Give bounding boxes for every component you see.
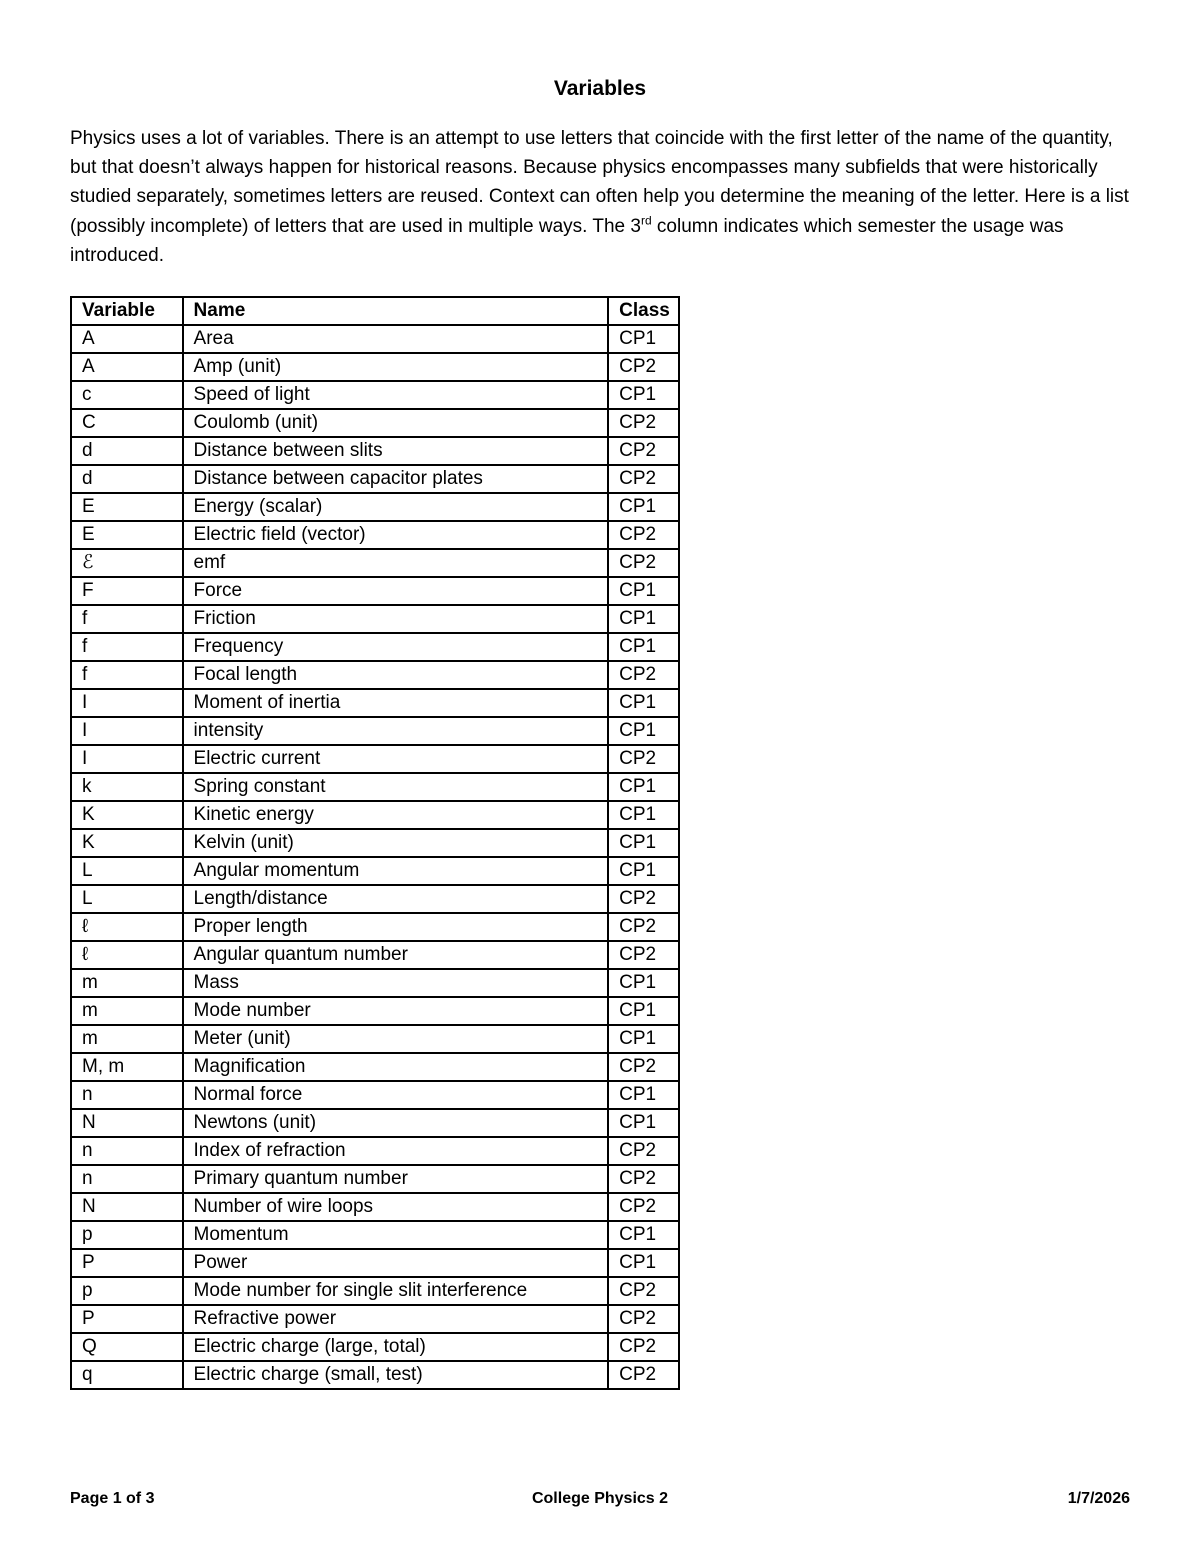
intro-text-end: column indicates which semester the usage was introduced. xyxy=(70,215,1064,266)
class-cell: CP2 xyxy=(608,913,679,941)
table-row xyxy=(71,465,679,493)
name-cell: Mode number for single slit interference xyxy=(183,1277,609,1305)
page-title: Variables xyxy=(553,77,647,100)
name-cell: Distance between capacitor plates xyxy=(183,465,609,493)
name-cell: Magnification xyxy=(183,1053,609,1081)
class-cell: CP2 xyxy=(608,521,679,549)
name-cell: intensity xyxy=(183,717,609,745)
intro-paragraph xyxy=(70,124,1130,270)
name-cell: Frequency xyxy=(183,633,609,661)
table-header-row xyxy=(71,297,679,325)
name-cell: Refractive power xyxy=(183,1305,609,1333)
variable-cell: d xyxy=(71,465,183,493)
name-cell: Moment of inertia xyxy=(183,689,609,717)
class-cell: CP2 xyxy=(608,465,679,493)
table-row xyxy=(71,1165,679,1193)
class-cell: CP1 xyxy=(608,801,679,829)
name-cell: Electric field (vector) xyxy=(183,521,609,549)
name-cell: Distance between slits xyxy=(183,437,609,465)
variable-cell: m xyxy=(71,997,183,1025)
table-row xyxy=(71,689,679,717)
class-cell: CP2 xyxy=(608,1277,679,1305)
table-row xyxy=(71,1221,679,1249)
variable-cell: n xyxy=(71,1165,183,1193)
class-cell: CP1 xyxy=(608,689,679,717)
variable-cell: f xyxy=(71,633,183,661)
class-cell: CP1 xyxy=(608,493,679,521)
variable-cell: E xyxy=(71,493,183,521)
page-number: Page 1 of 3 xyxy=(70,1490,155,1507)
class-cell: CP2 xyxy=(608,661,679,689)
variable-cell: E xyxy=(71,521,183,549)
name-cell: Momentum xyxy=(183,1221,609,1249)
table-row xyxy=(71,969,679,997)
variable-cell: n xyxy=(71,1137,183,1165)
table-row xyxy=(71,493,679,521)
table-row xyxy=(71,549,679,577)
table-row xyxy=(71,521,679,549)
table-row xyxy=(71,1025,679,1053)
class-cell: CP2 xyxy=(608,1333,679,1361)
table-row xyxy=(71,605,679,633)
document-date: 1/7/2026 xyxy=(1067,1490,1130,1507)
variable-cell: A xyxy=(71,353,183,381)
variable-cell: N xyxy=(71,1193,183,1221)
variable-cell: F xyxy=(71,577,183,605)
class-cell: CP1 xyxy=(608,325,679,353)
variable-cell: C xyxy=(71,409,183,437)
name-cell: Meter (unit) xyxy=(183,1025,609,1053)
class-cell: CP1 xyxy=(608,381,679,409)
class-cell: CP2 xyxy=(608,437,679,465)
class-cell: CP1 xyxy=(608,1025,679,1053)
name-cell: Electric current xyxy=(183,745,609,773)
variable-cell: I xyxy=(71,717,183,745)
table-row xyxy=(71,997,679,1025)
column-header-class: Class xyxy=(608,297,679,325)
table-row xyxy=(71,1249,679,1277)
variable-cell: K xyxy=(71,829,183,857)
table-row xyxy=(71,885,679,913)
variable-cell: ℰ xyxy=(71,549,183,577)
name-cell: Amp (unit) xyxy=(183,353,609,381)
class-cell: CP1 xyxy=(608,633,679,661)
table-row xyxy=(71,941,679,969)
class-cell: CP2 xyxy=(608,549,679,577)
variable-cell: f xyxy=(71,661,183,689)
variable-cell: I xyxy=(71,689,183,717)
name-cell: Mode number xyxy=(183,997,609,1025)
table-row xyxy=(71,745,679,773)
class-cell: CP1 xyxy=(608,577,679,605)
class-cell: CP2 xyxy=(608,409,679,437)
table-row xyxy=(71,325,679,353)
variable-cell: ℓ xyxy=(71,941,183,969)
table-row xyxy=(71,1081,679,1109)
table-row xyxy=(71,1137,679,1165)
name-cell: Newtons (unit) xyxy=(183,1109,609,1137)
variable-cell: k xyxy=(71,773,183,801)
name-cell: Proper length xyxy=(183,913,609,941)
variable-cell: K xyxy=(71,801,183,829)
name-cell: Length/distance xyxy=(183,885,609,913)
table-body xyxy=(71,325,679,1389)
class-cell: CP1 xyxy=(608,773,679,801)
table-row xyxy=(71,773,679,801)
name-cell: Energy (scalar) xyxy=(183,493,609,521)
class-cell: CP2 xyxy=(608,1137,679,1165)
name-cell: emf xyxy=(183,549,609,577)
class-cell: CP1 xyxy=(608,717,679,745)
variable-cell: P xyxy=(71,1249,183,1277)
class-cell: CP1 xyxy=(608,997,679,1025)
table-row xyxy=(71,577,679,605)
name-cell: Number of wire loops xyxy=(183,1193,609,1221)
class-cell: CP1 xyxy=(608,1249,679,1277)
name-cell: Power xyxy=(183,1249,609,1277)
table-row xyxy=(71,1109,679,1137)
variable-cell: M, m xyxy=(71,1053,183,1081)
variable-cell: Q xyxy=(71,1333,183,1361)
column-header-name: Name xyxy=(183,297,609,325)
variable-cell: m xyxy=(71,1025,183,1053)
variable-cell: ℓ xyxy=(71,913,183,941)
table-row xyxy=(71,437,679,465)
class-cell: CP2 xyxy=(608,941,679,969)
table-row xyxy=(71,353,679,381)
class-cell: CP2 xyxy=(608,745,679,773)
class-cell: CP1 xyxy=(608,1109,679,1137)
variable-cell: d xyxy=(71,437,183,465)
table-row xyxy=(71,801,679,829)
name-cell: Electric charge (large, total) xyxy=(183,1333,609,1361)
table-row xyxy=(71,1305,679,1333)
class-cell: CP2 xyxy=(608,1361,679,1389)
variable-cell: p xyxy=(71,1221,183,1249)
class-cell: CP1 xyxy=(608,829,679,857)
variable-cell: m xyxy=(71,969,183,997)
table-row xyxy=(71,1277,679,1305)
column-header-variable: Variable xyxy=(71,297,183,325)
name-cell: Force xyxy=(183,577,609,605)
ordinal-suffix: rd xyxy=(640,213,652,228)
class-cell: CP1 xyxy=(608,1081,679,1109)
table-row xyxy=(71,633,679,661)
table-row xyxy=(71,409,679,437)
table-row xyxy=(71,1361,679,1389)
table-row xyxy=(71,1053,679,1081)
name-cell: Kinetic energy xyxy=(183,801,609,829)
name-cell: Focal length xyxy=(183,661,609,689)
table-row xyxy=(71,1333,679,1361)
name-cell: Kelvin (unit) xyxy=(183,829,609,857)
class-cell: CP2 xyxy=(608,353,679,381)
course-name: College Physics 2 xyxy=(531,1490,669,1507)
class-cell: CP2 xyxy=(608,1305,679,1333)
variable-cell: N xyxy=(71,1109,183,1137)
table-row xyxy=(71,381,679,409)
name-cell: Angular momentum xyxy=(183,857,609,885)
name-cell: Spring constant xyxy=(183,773,609,801)
name-cell: Primary quantum number xyxy=(183,1165,609,1193)
name-cell: Angular quantum number xyxy=(183,941,609,969)
name-cell: Area xyxy=(183,325,609,353)
variable-cell: p xyxy=(71,1277,183,1305)
table-row xyxy=(71,857,679,885)
class-cell: CP2 xyxy=(608,1193,679,1221)
class-cell: CP1 xyxy=(608,857,679,885)
variable-cell: L xyxy=(71,885,183,913)
table-row xyxy=(71,1193,679,1221)
name-cell: Index of refraction xyxy=(183,1137,609,1165)
class-cell: CP2 xyxy=(608,1165,679,1193)
class-cell: CP1 xyxy=(608,605,679,633)
variable-cell: c xyxy=(71,381,183,409)
name-cell: Speed of light xyxy=(183,381,609,409)
variable-cell: n xyxy=(71,1081,183,1109)
name-cell: Mass xyxy=(183,969,609,997)
name-cell: Normal force xyxy=(183,1081,609,1109)
intro-text: Physics uses a lot of variables. There is an attempt to use letters that coincide with the first letter of the name of the quantity, but that doesn’t always happen for historical reasons. Because physics encompasses many subfields that were historically studied separately, sometimes letters are reused. Context can often help you determine the meaning of the letter. Here is a list (possibly incomplete) of letters that are used in multiple ways. The 3 xyxy=(70,128,1129,237)
class-cell: CP1 xyxy=(608,1221,679,1249)
name-cell: Friction xyxy=(183,605,609,633)
class-cell: CP1 xyxy=(608,969,679,997)
name-cell: Coulomb (unit) xyxy=(183,409,609,437)
table-row xyxy=(71,717,679,745)
table-row xyxy=(71,661,679,689)
variables-table xyxy=(70,296,680,1390)
class-cell: CP2 xyxy=(608,1053,679,1081)
variable-cell: P xyxy=(71,1305,183,1333)
variable-cell: q xyxy=(71,1361,183,1389)
class-cell: CP2 xyxy=(608,885,679,913)
name-cell: Electric charge (small, test) xyxy=(183,1361,609,1389)
variable-cell: L xyxy=(71,857,183,885)
table-row xyxy=(71,913,679,941)
variable-cell: A xyxy=(71,325,183,353)
table-row xyxy=(71,829,679,857)
variable-cell: I xyxy=(71,745,183,773)
variable-cell: f xyxy=(71,605,183,633)
